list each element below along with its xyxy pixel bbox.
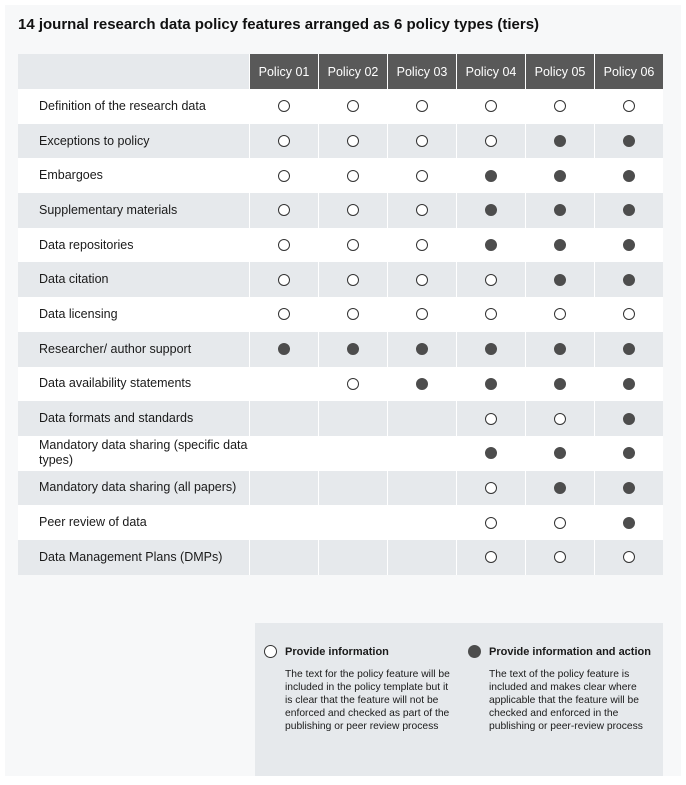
filled-circle-icon xyxy=(485,343,497,355)
matrix-cell xyxy=(594,262,663,297)
matrix-cell xyxy=(387,193,456,228)
filled-circle-icon xyxy=(554,239,566,251)
open-circle-icon xyxy=(416,170,428,182)
filled-circle-icon xyxy=(623,413,635,425)
filled-circle-icon xyxy=(416,343,428,355)
matrix-cell xyxy=(525,471,594,506)
feature-label: Researcher/ author support xyxy=(39,341,192,356)
filled-circle-icon xyxy=(623,447,635,459)
table-row xyxy=(18,228,663,263)
open-circle-icon xyxy=(485,135,497,147)
filled-circle-icon xyxy=(623,274,635,286)
matrix-cell xyxy=(387,436,456,471)
matrix-cell xyxy=(249,89,318,124)
filled-circle-icon xyxy=(623,204,635,216)
table-row xyxy=(18,401,663,436)
filled-circle-icon xyxy=(468,645,481,658)
matrix-cell xyxy=(387,401,456,436)
open-circle-icon xyxy=(347,308,359,320)
matrix-cell xyxy=(594,228,663,263)
matrix-cell xyxy=(249,193,318,228)
table-row xyxy=(18,436,663,471)
feature-label: Definition of the research data xyxy=(39,98,206,113)
column-header: Policy 06 xyxy=(594,54,663,89)
open-circle-icon xyxy=(623,308,635,320)
open-circle-icon xyxy=(416,308,428,320)
matrix-cell xyxy=(594,193,663,228)
filled-circle-icon xyxy=(554,482,566,494)
matrix-cell xyxy=(318,332,387,367)
feature-label: Exceptions to policy xyxy=(39,133,150,148)
matrix-cell xyxy=(525,262,594,297)
open-circle-icon xyxy=(554,517,566,529)
open-circle-icon xyxy=(278,204,290,216)
open-circle-icon xyxy=(485,100,497,112)
matrix-cell xyxy=(456,297,525,332)
filled-circle-icon xyxy=(554,204,566,216)
matrix-cell xyxy=(318,436,387,471)
matrix-cell xyxy=(318,297,387,332)
matrix-cell xyxy=(249,401,318,436)
column-header: Policy 01 xyxy=(249,54,318,89)
legend-filled-text: The text of the policy feature is included and makes clear where applicable that the feature will be checked and enforced in the publishing or peer-review process xyxy=(489,669,643,732)
filled-circle-icon xyxy=(623,482,635,494)
feature-label: Embargoes xyxy=(39,168,103,183)
open-circle-icon xyxy=(554,100,566,112)
table-row xyxy=(18,471,663,506)
filled-circle-icon xyxy=(623,170,635,182)
open-circle-icon xyxy=(416,274,428,286)
matrix-cell xyxy=(456,262,525,297)
table-row xyxy=(18,332,663,367)
filled-circle-icon xyxy=(554,135,566,147)
open-circle-icon xyxy=(347,378,359,390)
open-circle-icon xyxy=(623,551,635,563)
open-circle-icon xyxy=(485,413,497,425)
matrix-cell xyxy=(318,158,387,193)
feature-label: Mandatory data sharing (all papers) xyxy=(39,480,237,495)
matrix-cell xyxy=(387,124,456,159)
table-row xyxy=(18,193,663,228)
matrix-cell xyxy=(387,471,456,506)
filled-circle-icon xyxy=(554,343,566,355)
column-header: Policy 05 xyxy=(525,54,594,89)
matrix-cell xyxy=(594,297,663,332)
feature-label: Data formats and standards xyxy=(39,411,194,426)
matrix-cell xyxy=(318,471,387,506)
filled-circle-icon xyxy=(554,274,566,286)
open-circle-icon xyxy=(416,100,428,112)
matrix-cell xyxy=(525,436,594,471)
matrix-cell xyxy=(525,193,594,228)
open-circle-icon xyxy=(278,100,290,112)
matrix-cell xyxy=(456,158,525,193)
table-row xyxy=(18,297,663,332)
header-row xyxy=(18,54,663,89)
matrix-cell xyxy=(318,540,387,575)
matrix-cell xyxy=(249,367,318,402)
table-row xyxy=(18,540,663,575)
matrix-cell xyxy=(387,540,456,575)
open-circle-icon xyxy=(278,308,290,320)
matrix-cell xyxy=(525,228,594,263)
matrix-cell xyxy=(456,471,525,506)
matrix-cell xyxy=(456,124,525,159)
filled-circle-icon xyxy=(623,378,635,390)
open-circle-icon xyxy=(416,135,428,147)
open-circle-icon xyxy=(347,204,359,216)
filled-circle-icon xyxy=(485,447,497,459)
matrix-cell xyxy=(456,505,525,540)
feature-label: Data citation xyxy=(39,272,109,287)
table-row xyxy=(18,367,663,402)
matrix-cell xyxy=(249,332,318,367)
open-circle-icon xyxy=(347,170,359,182)
table-row xyxy=(18,89,663,124)
filled-circle-icon xyxy=(278,343,290,355)
matrix-cell xyxy=(594,124,663,159)
open-circle-icon xyxy=(485,517,497,529)
column-header: Policy 02 xyxy=(318,54,387,89)
matrix-cell xyxy=(594,332,663,367)
filled-circle-icon xyxy=(623,239,635,251)
matrix-cell xyxy=(318,193,387,228)
filled-circle-icon xyxy=(554,170,566,182)
matrix-cell xyxy=(594,471,663,506)
matrix-cell xyxy=(249,158,318,193)
matrix-cell xyxy=(249,262,318,297)
feature-label: Data availability statements xyxy=(39,376,192,391)
matrix-cell xyxy=(594,401,663,436)
matrix-cell xyxy=(525,124,594,159)
open-circle-icon xyxy=(485,274,497,286)
legend-open xyxy=(255,623,459,776)
legend-open-label: Provide information xyxy=(285,645,389,658)
feature-label: Peer review of data xyxy=(39,515,147,530)
open-circle-icon xyxy=(278,274,290,286)
matrix-cell xyxy=(387,228,456,263)
matrix-cell xyxy=(456,436,525,471)
open-circle-icon xyxy=(554,413,566,425)
matrix-cell xyxy=(318,124,387,159)
column-header: Policy 03 xyxy=(387,54,456,89)
matrix-cell xyxy=(525,332,594,367)
matrix-cell xyxy=(456,332,525,367)
filled-circle-icon xyxy=(554,447,566,459)
feature-label: Mandatory data sharing (specific data types) xyxy=(39,438,248,468)
open-circle-icon xyxy=(347,135,359,147)
matrix-cell xyxy=(249,471,318,506)
matrix-cell xyxy=(318,401,387,436)
table-row xyxy=(18,262,663,297)
legend-filled xyxy=(459,623,663,776)
matrix-cell xyxy=(387,505,456,540)
open-circle-icon xyxy=(347,100,359,112)
feature-label: Supplementary materials xyxy=(39,202,178,217)
open-circle-icon xyxy=(347,274,359,286)
matrix-cell xyxy=(456,228,525,263)
matrix-cell xyxy=(525,505,594,540)
open-circle-icon xyxy=(278,170,290,182)
matrix-cell xyxy=(594,436,663,471)
matrix-cell xyxy=(456,401,525,436)
open-circle-icon xyxy=(278,239,290,251)
matrix-cell xyxy=(525,297,594,332)
open-circle-icon xyxy=(278,135,290,147)
matrix-cell xyxy=(525,540,594,575)
matrix-cell xyxy=(525,158,594,193)
table-row xyxy=(18,124,663,159)
filled-circle-icon xyxy=(623,135,635,147)
matrix-cell xyxy=(456,193,525,228)
open-circle-icon xyxy=(554,308,566,320)
matrix-body xyxy=(18,89,663,575)
legend xyxy=(255,623,663,776)
filled-circle-icon xyxy=(623,343,635,355)
feature-label: Data repositories xyxy=(39,237,134,252)
filled-circle-icon xyxy=(347,343,359,355)
matrix-cell xyxy=(249,436,318,471)
matrix-cell xyxy=(249,505,318,540)
open-circle-icon xyxy=(416,204,428,216)
open-circle-icon xyxy=(264,645,277,658)
open-circle-icon xyxy=(416,239,428,251)
column-header: Policy 04 xyxy=(456,54,525,89)
matrix-cell xyxy=(456,367,525,402)
matrix-cell xyxy=(318,228,387,263)
matrix-cell xyxy=(387,158,456,193)
filled-circle-icon xyxy=(623,517,635,529)
matrix-cell xyxy=(456,89,525,124)
filled-circle-icon xyxy=(485,378,497,390)
matrix-cell xyxy=(249,297,318,332)
policy-matrix xyxy=(18,54,663,575)
feature-label: Data Management Plans (DMPs) xyxy=(39,549,223,564)
matrix-cell xyxy=(249,124,318,159)
matrix-cell xyxy=(318,262,387,297)
figure-title: 14 journal research data policy features arranged as 6 policy types (tiers) xyxy=(18,16,540,33)
matrix-cell xyxy=(249,540,318,575)
filled-circle-icon xyxy=(554,378,566,390)
open-circle-icon xyxy=(554,551,566,563)
table-row xyxy=(18,505,663,540)
matrix-cell xyxy=(387,332,456,367)
table-row xyxy=(18,158,663,193)
matrix-cell xyxy=(594,158,663,193)
open-circle-icon xyxy=(485,482,497,494)
matrix-cell xyxy=(594,540,663,575)
open-circle-icon xyxy=(623,100,635,112)
open-circle-icon xyxy=(485,308,497,320)
filled-circle-icon xyxy=(485,239,497,251)
matrix-cell xyxy=(318,367,387,402)
matrix-cell xyxy=(387,297,456,332)
matrix-cell xyxy=(318,89,387,124)
matrix-cell xyxy=(594,505,663,540)
open-circle-icon xyxy=(347,239,359,251)
legend-open-text: The text for the policy feature will be included in the policy template but it is clear that the feature will not be enforced and checked as part of the publishing or peer review process xyxy=(285,669,450,732)
filled-circle-icon xyxy=(485,204,497,216)
filled-circle-icon xyxy=(485,170,497,182)
matrix-cell xyxy=(594,89,663,124)
open-circle-icon xyxy=(485,551,497,563)
matrix-cell xyxy=(387,89,456,124)
matrix-cell xyxy=(525,367,594,402)
filled-circle-icon xyxy=(416,378,428,390)
matrix-cell xyxy=(249,228,318,263)
matrix-cell xyxy=(525,401,594,436)
matrix-cell xyxy=(387,367,456,402)
matrix-cell xyxy=(387,262,456,297)
feature-label: Data licensing xyxy=(39,306,118,321)
matrix-cell xyxy=(594,367,663,402)
legend-filled-label: Provide information and action xyxy=(489,645,651,658)
header-corner-cell xyxy=(18,54,249,89)
matrix-cell xyxy=(456,540,525,575)
matrix-cell xyxy=(525,89,594,124)
matrix-cell xyxy=(318,505,387,540)
